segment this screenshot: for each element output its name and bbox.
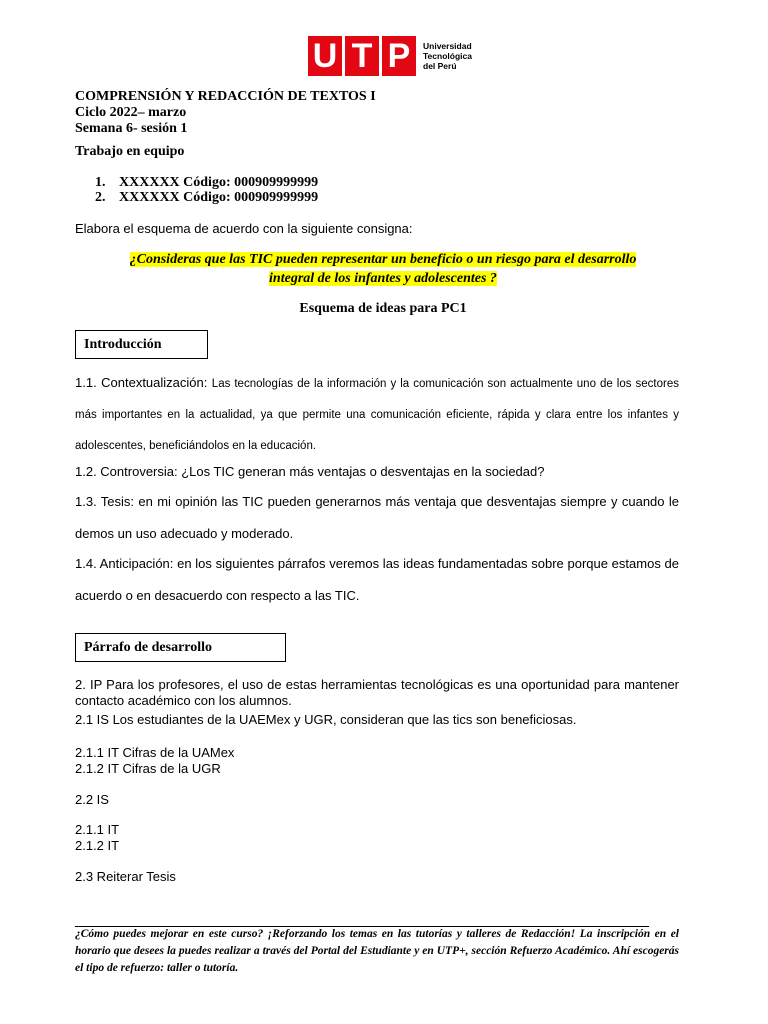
instruction: Elabora el esquema de acuerdo con la siguiente consigna:: [75, 221, 413, 236]
intro-anticipation: 1.4. Anticipación: en los siguientes párrafos veremos las ideas fundamentadas sobre porque estamos de acuerdo o en desacuerdo con respecto a las TIC.: [75, 556, 679, 603]
document-header: [75, 89, 376, 137]
intro-thesis: 1.3. Tesis: en mi opinión las TIC pueden generarnos más ventaja que desventajas siempre y cuando le demos un uso adecuado y moderado.: [75, 494, 679, 541]
development-main-idea: 2. IP Para los profesores, el uso de estas herramientas tecnológicas es una oportunidad para mantener contacto académico con los alumnos.: [75, 677, 679, 708]
team-label: Trabajo en equipo: [75, 144, 185, 159]
list-item: 2.3 Reiterar Tesis: [75, 869, 176, 884]
list-item: 2.1.1 IT: [75, 822, 120, 837]
list-item: 2.1.2 IT: [75, 838, 120, 853]
week-session: Semana 6- sesión 1: [75, 121, 188, 136]
list-item: 1. XXXXXX Código: 000909999999: [95, 175, 319, 190]
logo-university-name: Universidad Tecnológica del Perú: [423, 41, 472, 71]
footer-note: ¿Cómo puedes mejorar en este curso? ¡Reforzando los temas en las tutorías y talleres de Redacción! La inscripción en el horario que desees la puedes realizar a través del Portal del Estudiante y en UTP+, sección Refuerzo Académico. Ahí escogerás el tipo de refuerzo: taller o tutoría.: [75, 928, 679, 974]
logo-letter-t: T: [345, 36, 379, 76]
course-title: COMPRENSIÓN Y REDACCIÓN DE TEXTOS I: [75, 89, 376, 104]
list-item: 2. XXXXXX Código: 000909999999: [95, 190, 319, 205]
intro-controversy: 1.2. Controversia: ¿Los TIC generan más ventajas o desventajas en la sociedad?: [75, 464, 545, 479]
cycle: Ciclo 2022– marzo: [75, 105, 187, 120]
prompt-question: ¿Consideras que las TIC pueden representar un beneficio o un riesgo para el desarrollo integral de los infantes y adolescentes ?: [129, 252, 637, 286]
development-heading: Párrafo de desarrollo: [75, 633, 286, 662]
members-list: [95, 175, 318, 205]
list-item: 2.2 IS: [75, 792, 109, 807]
outline-title: Esquema de ideas para PC1: [299, 301, 467, 316]
development-secondary-idea: 2.1 IS Los estudiantes de la UAEMex y UGR, consideran que las tics son beneficiosas.: [75, 712, 577, 727]
intro-contextualization: 1.1. Contextualización: Las tecnologías de la información y la comunicación son actualmente uno de los sectores más importantes en la actualidad, ya que permite una comunicación eficiente, rápida y clara entre los infantes y adolescentes, beneficiándolos en la educación.: [75, 375, 679, 452]
utp-logo: [308, 36, 472, 76]
logo-letter-p: P: [382, 36, 416, 76]
intro-heading: Introducción: [75, 330, 208, 359]
logo-letter-u: U: [308, 36, 342, 76]
list-item: 2.1.2 IT Cifras de la UGR: [75, 761, 221, 776]
list-item: 2.1.1 IT Cifras de la UAMex: [75, 745, 235, 760]
